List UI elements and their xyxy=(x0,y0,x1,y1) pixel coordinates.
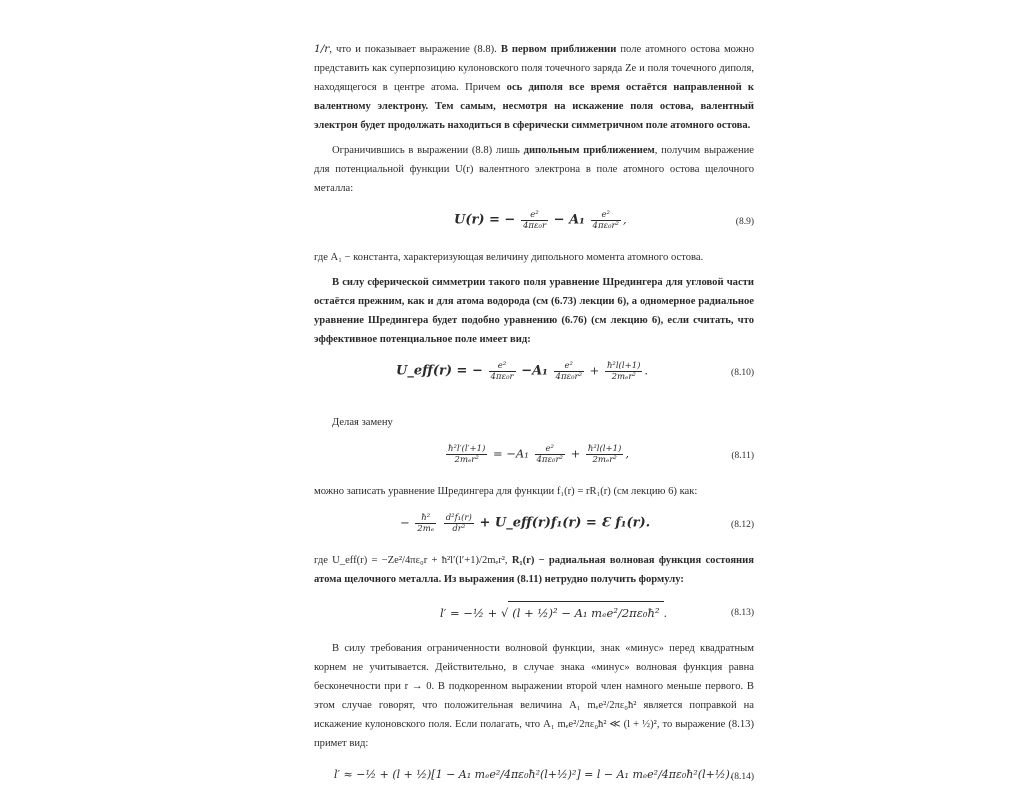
equation-number: (8.10) xyxy=(731,368,754,378)
bold-run: дипольным приближением xyxy=(523,145,655,156)
equation-8-9 xyxy=(314,204,754,238)
text-run: , получим выражение для потенциальной функции U(r) валентного электрона в поле атомного остова щелочного металла: xyxy=(314,145,754,194)
paragraph-8: В силу требования ограниченности волновой функции, знак «минус» перед квадратным корнем не учитывается. Действительно, в случае знака «минус» волновая функция равна бесконечности при r → 0. В подкоренном выражении второй член намного меньше первого. В этом случае говорят, что положительная величина A₁ mₑe²/2πε₀ħ² является поправкой на искажение кулоновского поля. Если полагать, что A₁ mₑe²/2πε₀ħ² ≪ (l + ½)², то выражение (8.13) примет вид: xyxy=(314,643,754,749)
equation-8-14 xyxy=(314,759,754,793)
inline-formula: 1/r xyxy=(314,43,330,55)
paragraph-5: Делая замену xyxy=(332,417,393,428)
equation-number: (8.9) xyxy=(735,217,754,227)
equation-number: (8.12) xyxy=(731,520,754,530)
equation-8-12 xyxy=(314,507,754,541)
equation-number: (8.11) xyxy=(731,451,754,461)
bold-run: В первом приближении xyxy=(500,44,617,55)
document-page xyxy=(314,40,754,803)
paragraph-1 xyxy=(314,40,754,135)
equation-formula: l′ = −½ + √ (l + ½)² − A₁ mₑe²/2πε₀ħ² . xyxy=(440,601,667,623)
equation-number: (8.13) xyxy=(731,608,754,618)
paragraph-3: где A₁ − константа, характеризующая величину дипольного момента атомного остова. xyxy=(314,252,704,263)
paragraph-2 xyxy=(314,141,754,198)
paragraph-4: В силу сферической симметрии такого поля уравнение Шредингера для угловой части остаётся прежним, как и для атома водорода (см (6.73) лекции 6), а одномерное радиальное уравнение Шредингера будет подобно уравнению (6.76) (см лекцию 6), если считать, что эффективное потенциальное поле имеет вид: xyxy=(314,277,754,345)
text-run: поле атомного остова можно представить как суперпозицию кулоновского поля точечного заряда Ze и поля точечного диполя, находящегося в центре атома. Причем xyxy=(314,44,754,93)
text-run: , что и показывает выражение (8.8). xyxy=(329,44,501,55)
bold-run: ось диполя все время остаётся направленной к валентному электрону. Тем самым, несмотря на искажение поля остова, валентный электрон будет продолжать находиться в сферически симметричном поле атомного остова. xyxy=(314,82,754,131)
equation-8-10 xyxy=(314,355,754,389)
equation-8-11 xyxy=(314,438,754,472)
equation-number: (8.14) xyxy=(731,772,754,782)
equation-8-13 xyxy=(314,595,754,629)
equation-formula: l′ ≈ −½ + (l + ½)[1 − A₁ mₑe²/4πε₀ħ²(l+½)²] = l − A₁ mₑe²/4πε₀ħ²(l+½). xyxy=(334,768,734,781)
equation-formula: U(r) = − $\frac{\text{e²}}{\text{4πε₀r}}$ − A₁ $\frac{\text{e²}}{\text{4πε₀r²}}$ , xyxy=(454,210,627,231)
equation-formula: $\frac{\text{ħ²l′(l′+1)}}{\text{2mₑr²}}$ = −A₁ $\frac{\text{e²}}{\text{4πε₀r²}}$ + $\frac{\text{ħ²l(l+1)}}{\text{2mₑr²}}$ , xyxy=(448,444,630,465)
text-run: Ограничившись в выражении (8.8) лишь xyxy=(332,145,524,156)
paragraph-7 xyxy=(314,551,754,589)
text-run: где U_eff(r) = −Ze²/4πε₀r + ħ²l′(l′+1)/2mₑr², xyxy=(314,555,512,566)
bold-run: R₁(r) − радиальная волновая функция состояния атома щелочного металла. Из выражения (8.11) нетрудно получить формулу: xyxy=(314,555,754,585)
paragraph-6: можно записать уравнение Шредингера для функции f₁(r) = rR₁(r) (см лекцию 6) как: xyxy=(314,486,698,497)
equation-formula: − $\frac{\text{ħ²}}{\text{2mₑ}}$ $\frac{\text{d²f₁(r)}}{\text{dr²}}$ + U_eff(r)f₁(r) = Ɛ f₁(r). xyxy=(400,513,651,534)
equation-formula: U_eff(r) = − $\frac{\text{e²}}{\text{4πε₀r}}$ −A₁ $\frac{\text{e²}}{\text{4πε₀r²}}$ + $\frac{\text{ħ²l(l+1)}}{\text{2mₑr²}}$ . xyxy=(396,361,649,382)
